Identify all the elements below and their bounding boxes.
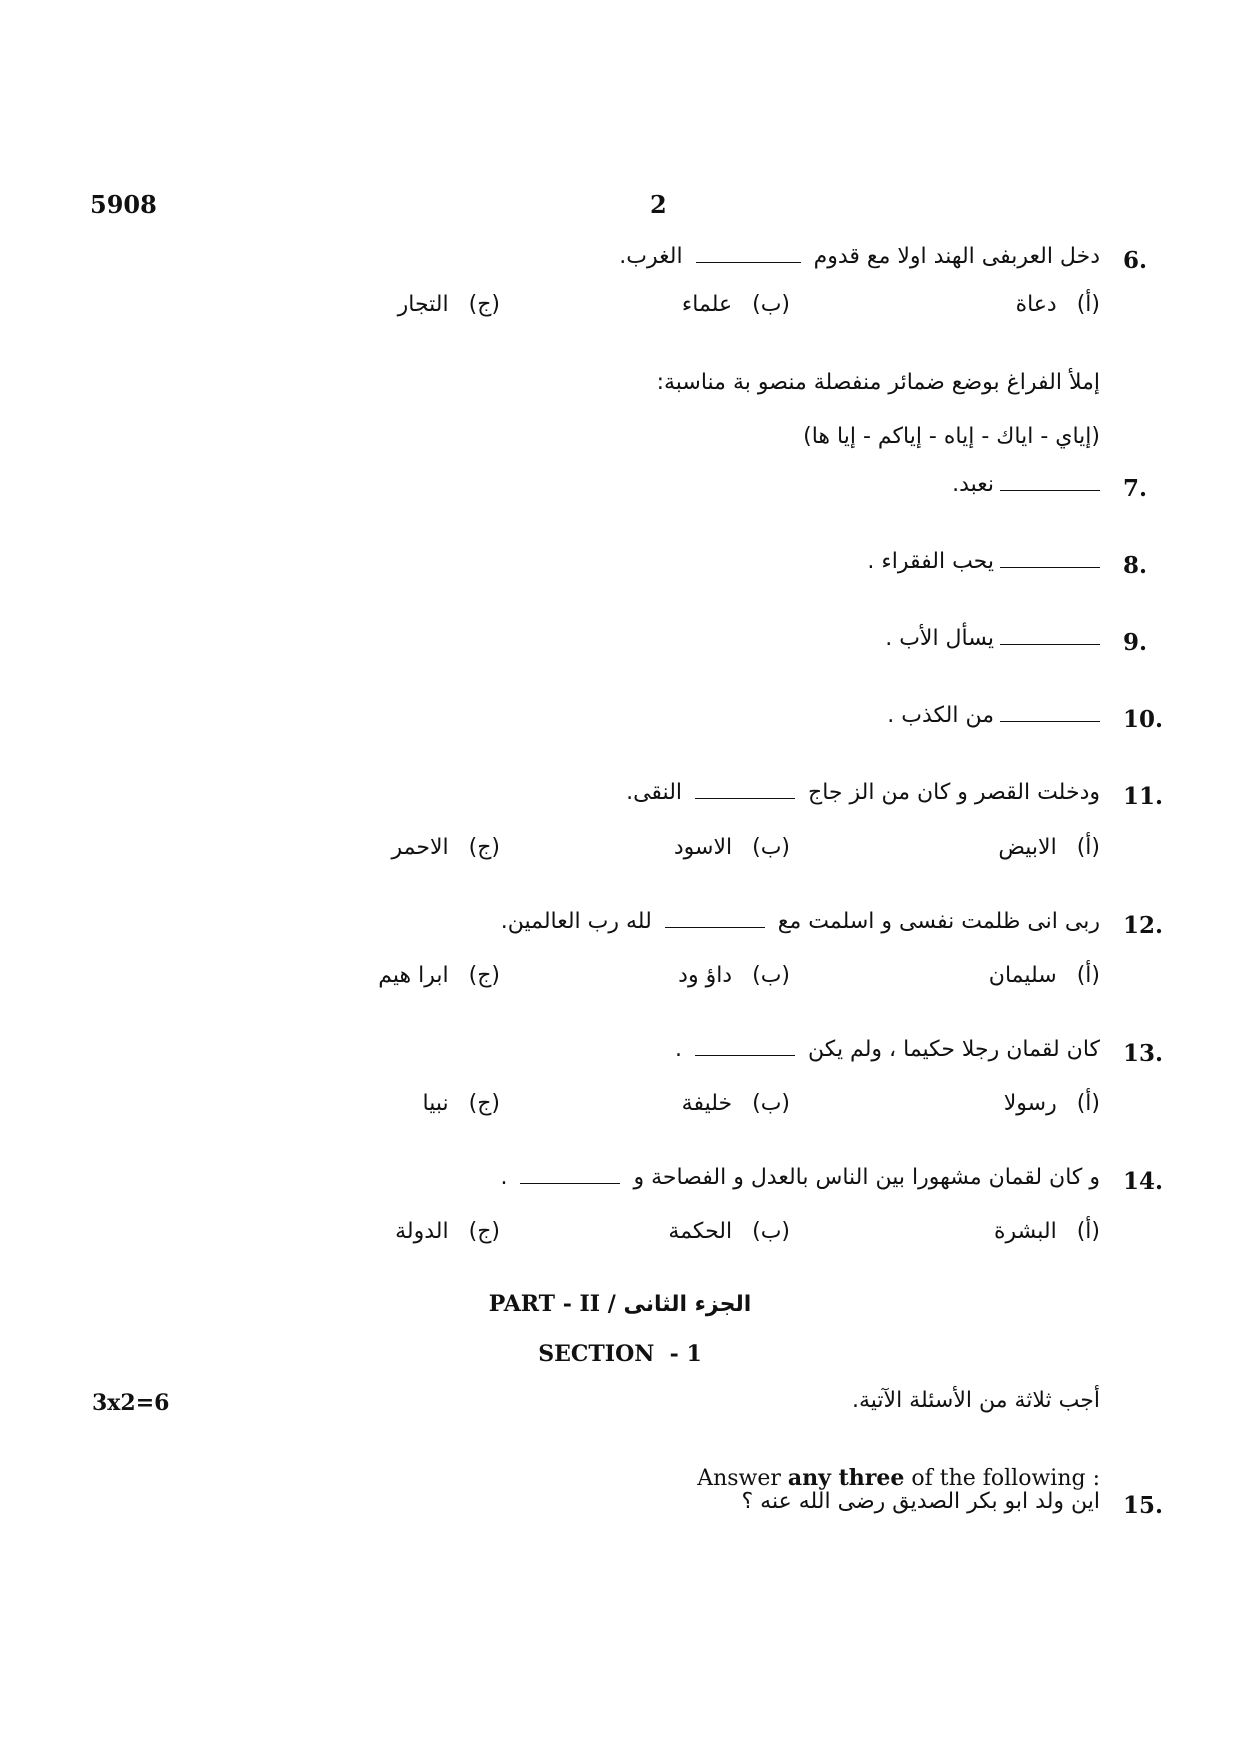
option-mark: (ب) <box>752 292 790 317</box>
pronoun-list: (إياي - اياك - إياه - إياكم - إيا ها) <box>803 424 1100 449</box>
question-8-text <box>867 549 1100 574</box>
option-text: نبيا <box>422 1091 449 1116</box>
option-b <box>682 1091 790 1116</box>
part-heading-ar: الجزء الثانى <box>623 1292 752 1317</box>
question-11-pre: ودخلت القصر و كان من الز جاج <box>808 780 1100 805</box>
question-6-pre: دخل العربفى الهند اولا مع قدوم <box>813 244 1100 269</box>
option-text: داؤ ود <box>678 963 733 988</box>
question-15-text: اين ولد ابو بكر الصديق رضى الله عنه ؟ <box>741 1489 1100 1514</box>
answer-blank <box>1000 720 1100 722</box>
question-number-6: 6. <box>1123 247 1148 274</box>
question-11-post: النقى. <box>626 780 683 805</box>
answer-blank <box>1000 489 1100 491</box>
option-c <box>395 1219 500 1244</box>
option-mark: (ب) <box>752 835 790 860</box>
question-8-post: يحب الفقراء . <box>867 549 994 574</box>
question-6-post: الغرب. <box>619 244 683 269</box>
question-9-text <box>885 626 1100 651</box>
option-text: التجار <box>397 292 449 317</box>
option-mark: (ب) <box>752 963 790 988</box>
question-12-pre: ربى انى ظلمت نفسى و اسلمت مع <box>777 909 1100 934</box>
question-number-12: 12. <box>1123 912 1164 939</box>
question-10-post: من الكذب . <box>887 703 994 728</box>
option-mark: (ب) <box>752 1091 790 1116</box>
option-mark: (أ) <box>1076 835 1100 860</box>
answer-blank <box>520 1182 620 1184</box>
instruction-english <box>683 1440 1100 1491</box>
option-a <box>1016 292 1100 317</box>
option-mark: (أ) <box>1076 963 1100 988</box>
option-mark: (أ) <box>1076 292 1100 317</box>
option-b <box>678 963 790 988</box>
option-text: سليمان <box>988 963 1057 988</box>
question-14-post: . <box>500 1165 508 1190</box>
question-13-post: . <box>675 1037 683 1062</box>
answer-blank <box>695 797 795 799</box>
question-12-text <box>501 909 1100 934</box>
option-text: الابيض <box>998 835 1057 860</box>
question-number-7: 7. <box>1123 475 1148 502</box>
option-text: خليفة <box>681 1091 733 1116</box>
option-mark: (ب) <box>752 1219 790 1244</box>
question-10-text <box>887 703 1100 728</box>
section-heading: SECTION - 1 <box>538 1341 702 1367</box>
option-mark: (أ) <box>1076 1091 1100 1116</box>
option-text: الحكمة <box>668 1219 733 1244</box>
paper-code: 5908 <box>90 190 157 219</box>
option-text: الدولة <box>395 1219 449 1244</box>
question-number-10: 10. <box>1123 706 1164 733</box>
answer-blank <box>696 261 801 263</box>
question-7-post: نعبد. <box>952 472 994 497</box>
instruction-english-c: of the following : <box>904 1466 1100 1491</box>
option-text: رسولا <box>1003 1091 1057 1116</box>
answer-blank <box>1000 643 1100 645</box>
question-number-11: 11. <box>1123 783 1164 810</box>
question-number-9: 9. <box>1123 629 1148 656</box>
answer-blank <box>665 926 765 928</box>
part-heading-en: PART - II / <box>488 1291 616 1317</box>
option-b <box>668 1219 790 1244</box>
answer-blank <box>695 1054 795 1056</box>
option-b <box>682 292 790 317</box>
option-a <box>998 835 1100 860</box>
question-9-post: يسأل الأب . <box>885 626 994 651</box>
question-14-pre: و كان لقمان مشهورا بين الناس بالعدل و الفصاحة و <box>633 1165 1100 1190</box>
option-a <box>1004 1091 1100 1116</box>
option-c <box>392 835 501 860</box>
option-mark: (ج) <box>468 1219 500 1244</box>
part-heading <box>0 1291 1240 1317</box>
question-12-post: لله رب العالمين. <box>500 909 652 934</box>
option-text: ابرا هيم <box>378 963 449 988</box>
instruction-english-a: Answer <box>697 1466 788 1491</box>
question-13-text <box>675 1037 1100 1062</box>
answer-blank <box>1000 566 1100 568</box>
option-c <box>423 1091 500 1116</box>
question-6-text <box>619 244 1100 269</box>
option-mark: (ج) <box>468 1091 500 1116</box>
option-a <box>994 1219 1100 1244</box>
option-c <box>398 292 500 317</box>
question-7-text <box>952 472 1100 497</box>
pronoun-instruction: إملأ الفراغ بوضع ضمائر منفصلة منصو بة مناسبة: <box>656 370 1100 395</box>
question-number-14: 14. <box>1123 1168 1164 1195</box>
option-mark: (ج) <box>468 835 500 860</box>
question-number-13: 13. <box>1123 1040 1164 1067</box>
option-mark: (ج) <box>468 963 500 988</box>
instruction-english-emphasis: any three <box>787 1465 905 1491</box>
marks-allocation: 3x2=6 <box>92 1390 170 1416</box>
option-text: البشرة <box>993 1219 1057 1244</box>
option-text: الاحمر <box>391 835 449 860</box>
question-13-pre: كان لقمان رجلا حكيما ، ولم يكن <box>808 1037 1100 1062</box>
option-mark: (أ) <box>1076 1219 1100 1244</box>
option-mark: (ج) <box>468 292 500 317</box>
option-text: الاسود <box>673 835 733 860</box>
option-c <box>378 963 500 988</box>
option-a <box>989 963 1100 988</box>
option-text: دعاة <box>1015 292 1057 317</box>
question-number-8: 8. <box>1123 552 1148 579</box>
question-number-15: 15. <box>1123 1492 1164 1519</box>
question-11-text <box>626 780 1100 805</box>
option-b <box>674 835 790 860</box>
question-14-text <box>500 1165 1100 1190</box>
option-text: علماء <box>681 292 733 317</box>
instruction-arabic: أجب ثلاثة من الأسئلة الآتية. <box>851 1388 1100 1413</box>
page-number: 2 <box>650 190 667 219</box>
